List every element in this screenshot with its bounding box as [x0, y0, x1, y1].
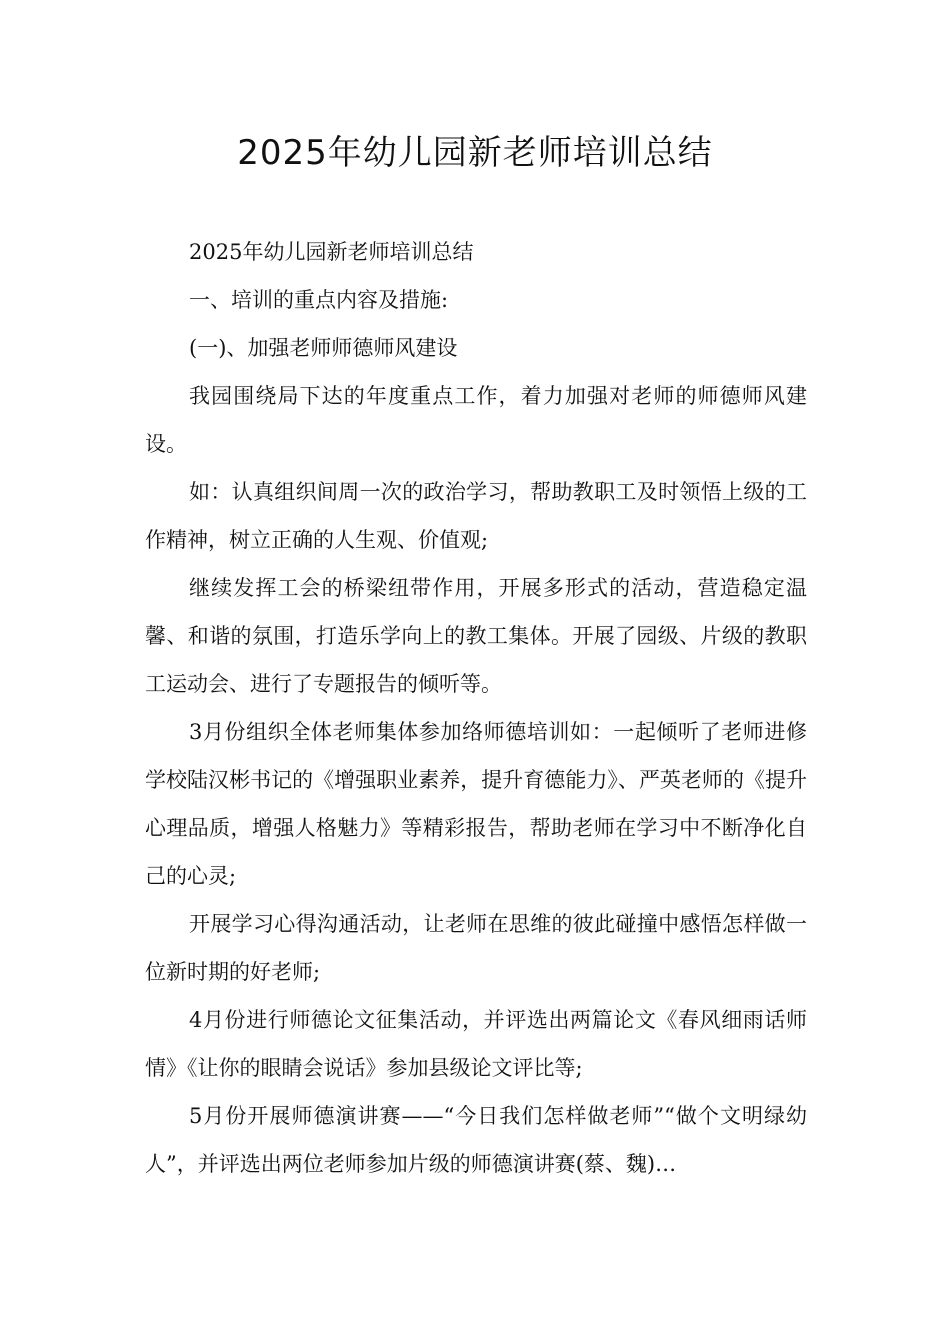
document-title: 2025年幼儿园新老师培训总结	[237, 133, 713, 173]
paragraph-8: 开展学习心得沟通活动，让老师在思维的彼此碰撞中感悟怎样做一位新时期的好老师;	[145, 912, 807, 984]
paragraph-9: 4月份进行师德论文征集活动，并评选出两篇论文《春风细雨话师情》《让你的眼睛会说话》参加县级论文评比等;	[145, 1008, 807, 1080]
paragraph-3: (一)、加强老师师德师风建设	[189, 336, 458, 360]
paragraph-2: 一、培训的重点内容及措施:	[189, 288, 449, 312]
paragraph-7: 3月份组织全体老师集体参加络师德培训如：一起倾听了老师进修学校陆汉彬书记的《增强职业素养，提升育德能力》、严英老师的《提升心理品质，增强人格魅力》等精彩报告，帮助老师在学习中不断净化自己的心灵;	[145, 720, 807, 888]
paragraph-4: 我园围绕局下达的年度重点工作，着力加强对老师的师德师风建设。	[145, 384, 807, 456]
paragraph-10: 5月份开展师德演讲赛——“今日我们怎样做老师”“做个文明绿幼人”，并评选出两位老师参加片级的师德演讲赛(蔡、魏)…	[145, 1104, 807, 1176]
document-body	[145, 228, 807, 1188]
paragraph-5: 如：认真组织间周一次的政治学习，帮助教职工及时领悟上级的工作精神，树立正确的人生观、价值观;	[145, 480, 807, 552]
paragraph-1: 2025年幼儿园新老师培训总结	[189, 240, 474, 264]
paragraph-6: 继续发挥工会的桥梁纽带作用，开展多形式的活动，营造稳定温馨、和谐的氛围，打造乐学向上的教工集体。开展了园级、片级的教职工运动会、进行了专题报告的倾听等。	[145, 576, 807, 696]
